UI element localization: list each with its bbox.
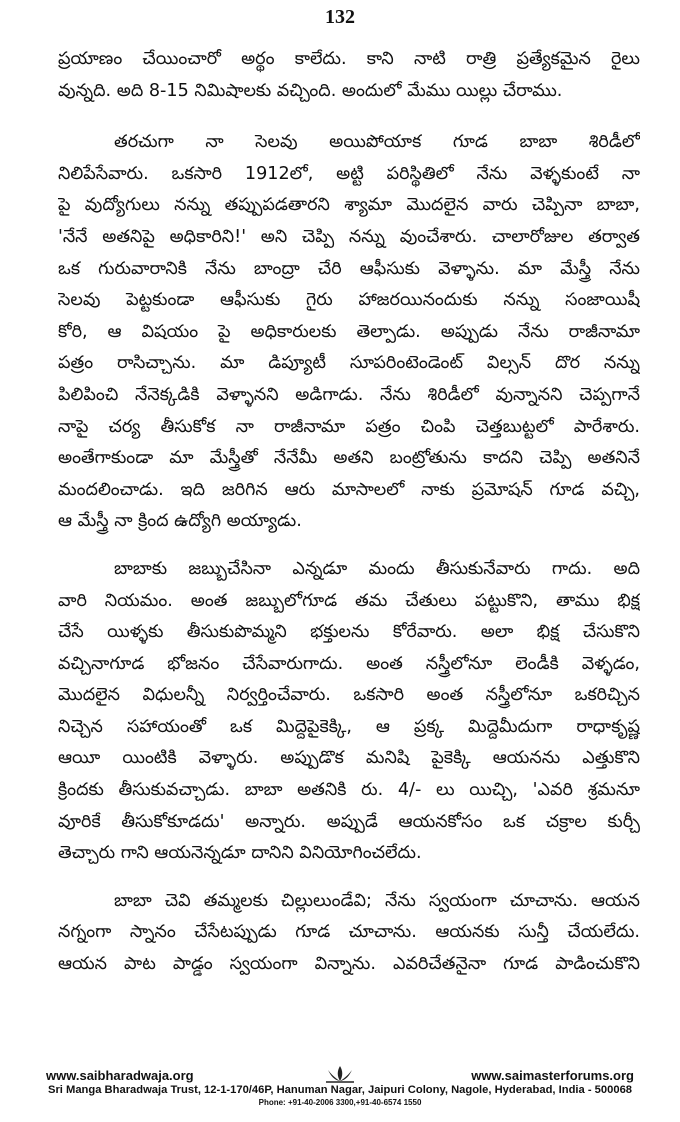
text-line: కోరి, ఆ విషయం పై అధికారులకు తెల్పాడు. అప్పుడు నేను రాజీనామా <box>58 321 640 342</box>
footer-website-right[interactable]: www.saimasterforums.org <box>471 1068 634 1083</box>
text-line: బాబా చెవి తమ్మలకు చిల్లులుండేవి; నేను స్వయంగా చూచాను. ఆయన <box>114 890 640 911</box>
text-line: ఆ మేస్త్రీ నా క్రింద ఉద్యోగి అయ్యాడు. <box>58 511 302 532</box>
footer-address: Sri Manga Bharadwaja Trust, 12-1-170/46P, Hanuman Nagar, Jaipuri Colony, Nagole, Hyderabad, India - 500068 <box>47 1084 633 1096</box>
paragraph-2 <box>58 127 640 538</box>
text-line: వచ్చినాగూడ భోజనం చేసేవారుగాదు. అంత నస్త్రీలోనూ లెండీకి వెళ్ళడం, <box>58 653 640 674</box>
lotus-emblem-icon <box>322 1064 358 1084</box>
footer-phone: Phone: +91-40-2006 3300,+91-40-6574 1550 <box>258 1098 422 1107</box>
text-line: ఆయీ యింటికి వెళ్ళారు. అప్పుడొక మనిషి పైకెక్కి ఆయనను ఎత్తుకొని <box>58 748 640 769</box>
footer-website-left[interactable]: www.saibharadwaja.org <box>46 1068 194 1083</box>
text-line: 'నేనే అతనిపై అధికారిని!' అని చెప్పి నన్ను వుంచేశారు. చాలారోజుల తర్వాత <box>58 226 640 247</box>
page-body <box>58 44 640 981</box>
text-line: వున్నది. అది 8-15 నిమిషాలకు వచ్చింది. అందులో మేము యిల్లు చేరాము. <box>58 80 563 101</box>
text-line: నాపై చర్య తీసుకోక నా రాజీనామా పత్రం చింపి చెత్తబుట్టలో పారేశారు. <box>58 416 640 437</box>
text-line: వారి నియమం. అంత జబ్బులోగూడ తమ చేతులు పట్టుకొని, తాము భిక్ష <box>58 590 640 611</box>
page-number: 132 <box>325 6 355 28</box>
text-line: నిలిపేసేవారు. ఒకసారి 1912లో, అట్టి పరిస్థితిలో నేను వెళ్ళకుంటే నా <box>58 163 640 184</box>
text-line: తరచుగా నా సెలవు అయిపోయాక గూడ బాబా శిరిడీలో <box>114 132 640 153</box>
text-line: క్రిందకు తీసుకువచ్చాడు. బాబా అతనికి రు. 4/- లు యిచ్చి, 'ఎవరి శ్రమనూ <box>58 780 640 801</box>
text-line: పత్రం రాసిచ్చాను. మా డిప్యూటీ సూపరింటెండెంట్ విల్సన్ దొర నన్ను <box>58 353 640 374</box>
text-line: తెచ్చారు గాని ఆయనెన్నడూ దానిని వినియోగించలేదు. <box>58 843 422 864</box>
paragraph-3 <box>58 554 640 870</box>
text-line: సెలవు పెట్టకుండా ఆఫీసుకు గైరు హాజరయినందుకు నన్ను సంజాయిషీ <box>58 290 640 311</box>
text-line: పై వుద్యోగులు నన్ను తప్పుపడతారని శ్యామా మొదలైన వారు చెప్పినా బాబా, <box>58 195 640 216</box>
text-line: వూరికే తీసుకోకూడదు' అన్నారు. అప్పుడే ఆయనకోసం ఒక చక్రాల కుర్చీ <box>58 811 640 832</box>
text-line: మొదలైన విధులన్నీ నిర్వర్తించేవారు. ఒకసారి అంత నస్త్రీలోనూ ఒకరిచ్చిన <box>58 685 640 706</box>
text-line: పిలిపించి నేనెక్కడికి వెళ్ళానని అడిగాడు. నేను శిరిడీలో వున్నానని చెప్పగానే <box>58 384 640 405</box>
text-line: ప్రయాణం చేయించారో అర్థం కాలేదు. కాని నాటి రాత్రి ప్రత్యేకమైన రైలు <box>58 49 640 69</box>
text-line: నగ్నంగా స్నానం చేసేటప్పుడు గూడ చూచాను. ఆయనకు సున్తీ చేయలేదు. <box>58 922 640 943</box>
text-line: మందలించాడు. ఇది జరిగిన ఆరు మాసాలలో నాకు ప్రమోషన్ గూడ వచ్చి, <box>58 479 640 500</box>
text-line: బాబాకు జబ్బుచేసినా ఎన్నడూ మందు తీసుకునేవారు గాదు. అది <box>114 558 640 579</box>
page-footer <box>0 1064 680 1122</box>
paragraph-1 <box>58 44 640 107</box>
paragraph-4 <box>58 886 640 981</box>
text-line: చేసే యిళ్ళకు తీసుకుపొమ్మని భక్తులను కోరేవారు. అలా భిక్ష చేసుకొని <box>58 622 640 643</box>
text-line: నిచ్చెన సహాయంతో ఒక మిద్దెపైకెక్కి, ఆ ప్రక్క మిద్దెమీదుగా రాధాకృష్ణ <box>58 716 640 737</box>
text-line: ఆయన పాట పాడ్డం స్వయంగా విన్నాను. ఎవరిచేతనైనా గూడ పాడించుకొని <box>58 954 640 975</box>
text-line: ఒక గురువారానికి నేను బాంద్రా చేరి ఆఫీసుకు వెళ్ళాను. మా మేస్త్రీ నేను <box>58 258 640 279</box>
text-line: అంతేగాకుండా మా మేస్త్రీతో నేనేమీ అతని బంట్రోతును కాదని చెప్పి అతనినే <box>58 448 640 469</box>
